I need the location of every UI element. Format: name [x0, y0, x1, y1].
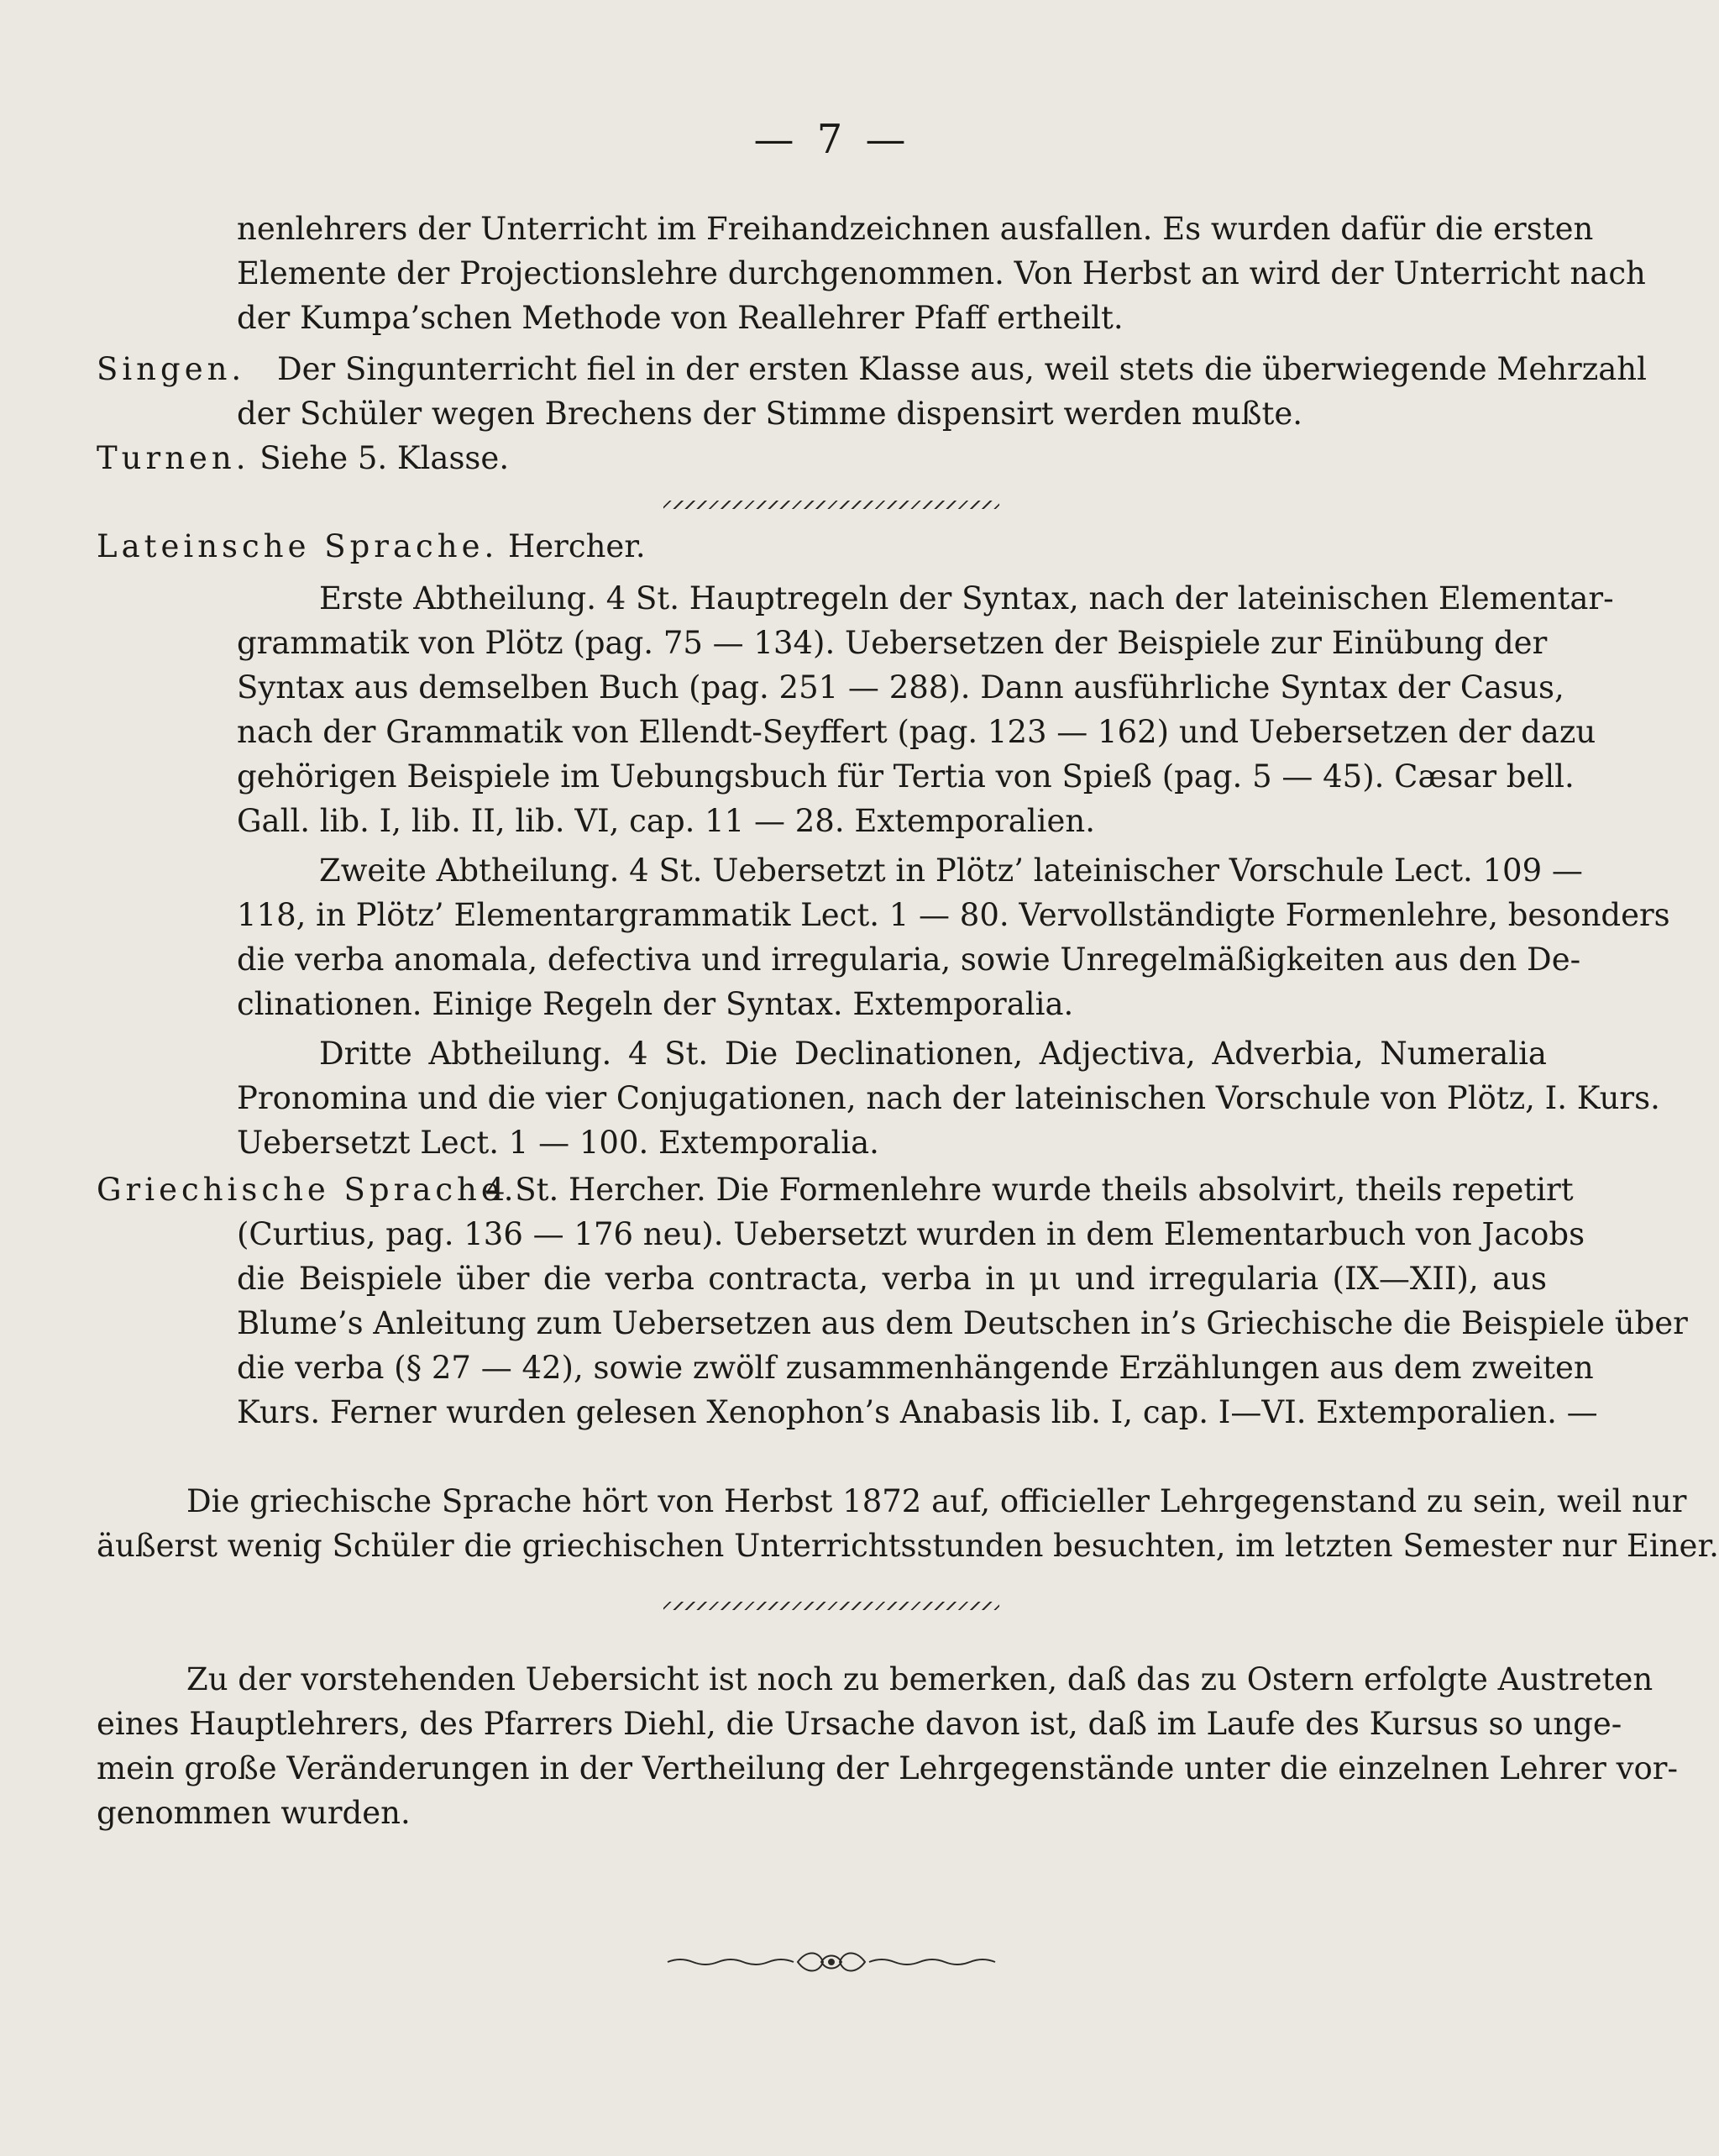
heading-griechisch-box	[97, 1169, 518, 1211]
text-line: 118, in Plötz’ Elementargrammatik Lect. 1 — 80. Vervollständigte Formenlehre, besonders	[237, 897, 1670, 933]
text-line: Dritte Abtheilung. 4 St. Die Declinationen, Adjectiva, Adverbia, Numeralia	[319, 1036, 1547, 1072]
text-line: Pronomina und die vier Conjugationen, nach der lateinischen Vorschule von Plötz, I. Kurs.	[237, 1080, 1660, 1116]
text-inline: Siehe 5. Klasse.	[259, 440, 510, 476]
text-line: Die griechische Sprache hört von Herbst 1872 auf, officieller Lehrgegenstand zu sein, weil nur	[186, 1483, 1687, 1519]
turnen-line	[97, 438, 1541, 480]
text-line: grammatik von Plötz (pag. 75 — 134). Uebersetzen der Beispiele zur Einübung der	[237, 625, 1548, 661]
text-line: Uebersetzt Lect. 1 — 100. Extemporalia.	[237, 1125, 879, 1161]
text-line: Zweite Abtheilung. 4 St. Uebersetzt in Plötz’ lateinischer Vorschule Lect. 109 —	[319, 852, 1583, 889]
heading-griechisch: Griechische Sprache.	[97, 1172, 518, 1208]
text-line: Kurs. Ferner wurden gelesen Xenophon’s Anabasis lib. I, cap. I—VI. Extemporalien. —	[237, 1394, 1598, 1430]
text-line: Der Singunterricht fiel in der ersten Klasse aus, weil stets die überwiegende Mehrzahl	[277, 351, 1647, 387]
text-line: gehörigen Beispiele im Uebungsbuch für Tertia von Spieß (pag. 5 — 45). Cæsar bell.	[237, 758, 1575, 795]
text-line: 4 St. Hercher. Die Formenlehre wurde theils absolvirt, theils repetirt	[485, 1172, 1574, 1208]
latein-heading-line	[97, 526, 1541, 568]
text-line: die verba (§ 27 — 42), sowie zwölf zusammenhängende Erzählungen aus dem zweiten	[237, 1350, 1594, 1386]
text-line: eines Hauptlehrers, des Pfarrers Diehl, die Ursache davon ist, daß im Laufe des Kursus so unge-	[97, 1706, 1622, 1742]
text-line: die Beispiele über die verba contracta, verba in μι und irregularia (IX—XII), aus	[237, 1261, 1547, 1297]
text-line: Syntax aus demselben Buch (pag. 251 — 288). Dann ausführliche Syntax der Casus,	[237, 669, 1564, 706]
text-line: genommen wurden.	[97, 1795, 411, 1831]
page-number: — 7 —	[753, 116, 911, 163]
text-line: Gall. lib. I, lib. II, lib. VI, cap. 11 — 28. Extemporalien.	[237, 803, 1095, 839]
ornament-icon	[663, 1945, 999, 1979]
text-line: clinationen. Einige Regeln der Syntax. Extemporalia.	[237, 986, 1074, 1022]
text-line: Blume’s Anleitung zum Uebersetzen aus dem Deutschen in’s Griechische die Beispiele über	[237, 1305, 1688, 1341]
heading-turnen: Turnen.	[97, 440, 250, 476]
text-line: der Schüler wegen Brechens der Stimme dispensirt werden mußte.	[237, 396, 1303, 432]
text-line: nach der Grammatik von Ellendt-Seyffert (pag. 123 — 162) und Uebersetzen der dazu	[237, 714, 1596, 750]
heading-label: Singen.	[97, 351, 246, 387]
text-line: Zu der vorstehenden Uebersicht ist noch zu bemerken, daß das zu Ostern erfolgte Austreten	[186, 1661, 1653, 1697]
heading-latein: Lateinsche Sprache.	[97, 528, 499, 564]
section-divider	[663, 501, 999, 509]
text-line: der Kumpa’schen Methode von Reallehrer Pfaff ertheilt.	[237, 300, 1124, 336]
text-line: Erste Abtheilung. 4 St. Hauptregeln der Syntax, nach der lateinischen Elementar-	[319, 580, 1614, 616]
text-line: (Curtius, pag. 136 — 176 neu). Uebersetzt wurden in dem Elementarbuch von Jacobs	[237, 1216, 1585, 1252]
text-line: äußerst wenig Schüler die griechischen Unterrichtsstunden besuchten, im letzten Semester nur Einer.	[97, 1528, 1719, 1564]
text-line: Elemente der Projectionslehre durchgenommen. Von Herbst an wird der Unterricht nach	[237, 255, 1646, 291]
text-line: nenlehrers der Unterricht im Freihandzeichnen ausfallen. Es wurden dafür die ersten	[237, 211, 1594, 247]
text-line: mein große Veränderungen in der Vertheilung der Lehrgegenstände unter die einzelnen Lehrer vor-	[97, 1750, 1678, 1786]
text-inline: Hercher.	[508, 528, 646, 564]
heading-singen	[97, 349, 256, 391]
section-divider	[663, 1602, 999, 1610]
text-line: die verba anomala, defectiva und irregularia, sowie Unregelmäßigkeiten aus den De-	[237, 942, 1581, 978]
